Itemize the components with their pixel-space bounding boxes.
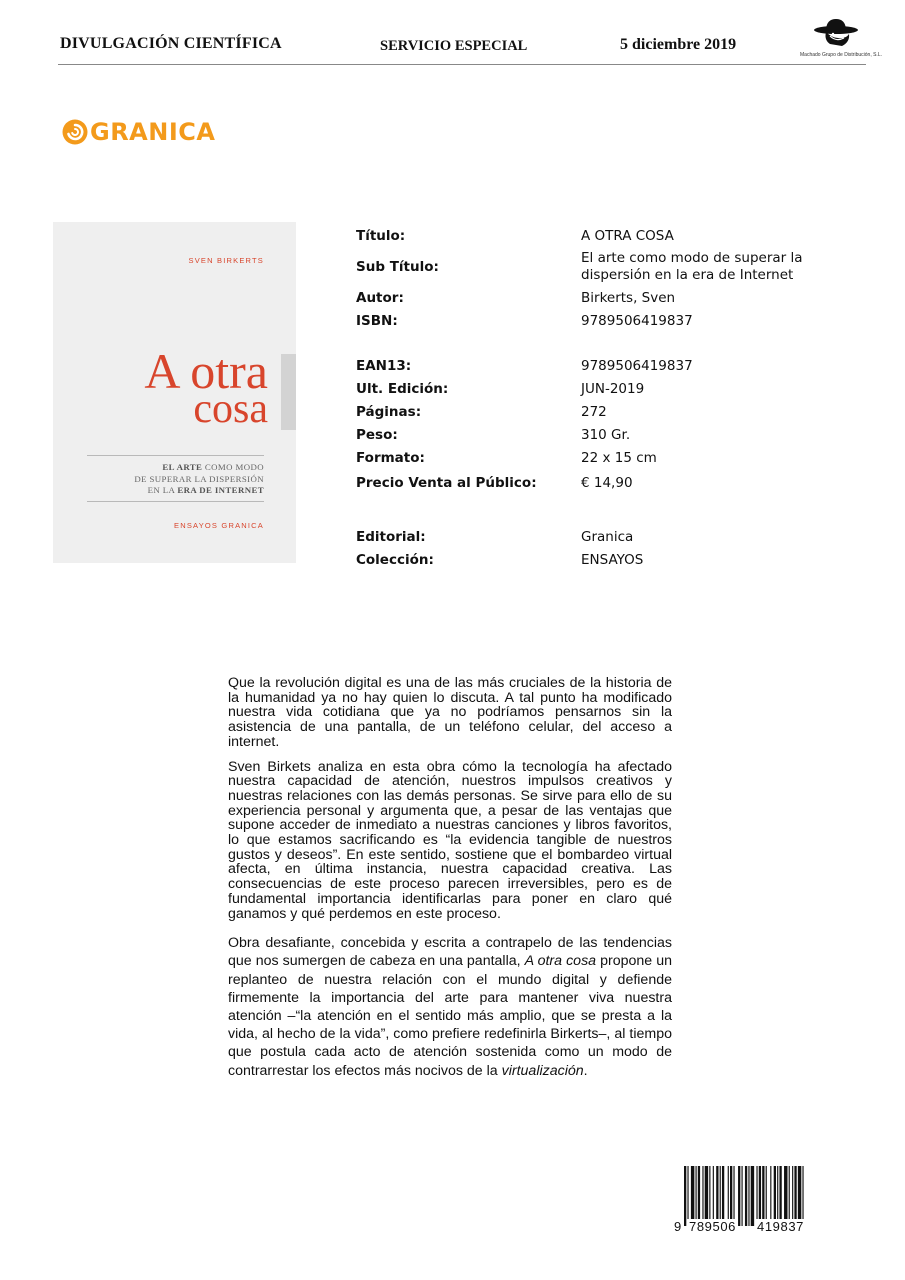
granica-swirl-logo-icon [62,119,88,145]
book-description [228,676,672,1080]
info-label: Título: [356,228,406,244]
ean-barcode [670,1166,820,1238]
cover-accent-bar [281,354,296,430]
barcode-digits [670,1219,820,1235]
page-header [0,0,905,70]
info-label: Ult. Edición: [356,381,449,397]
info-label: Editorial: [356,529,426,545]
info-value: 310 Gr. [581,427,631,443]
publisher-logo-text: GRANICA [90,118,216,146]
cover-collection: ENSAYOS GRANICA [174,521,264,530]
cover-title-line2: cosa [193,386,268,432]
header-divider [58,64,866,65]
info-value: 9789506419837 [581,313,693,329]
cover-title-line1: A otra [144,343,268,399]
info-value: El arte como modo de superar la dispersión en la era de Internet [581,250,803,283]
description-paragraph: Obra desafiante, concebida y escrita a contrapelo de las tendencias que nos sumergen de cabeza en una pantalla, A otra cosa propone un replanteo de nuestra relación con el mundo digital y defiende firmemente la importancia del arte para mantener viva nuestra atención –“la atención en el sentido más amplio, que se presta a la vida, al hecho de la vida”, como prefiere redefinirla Birkerts–, al tiempo que postula cada acto de atención sostenida como un modo de contrarrestar los efectos más nocivos de la virtualización. [228,935,672,1079]
info-value: ENSAYOS [581,552,644,568]
info-label: Páginas: [356,404,422,420]
info-value: JUN-2019 [581,381,645,397]
section-label: DIVULGACIÓN CIENTÍFICA [60,35,282,52]
cover-divider-top [87,455,264,456]
info-value: A OTRA COSA [581,228,674,244]
info-label: Sub Título: [356,259,439,275]
service-label: SERVICIO ESPECIAL [380,38,528,54]
barcode-left-group: 789506 [689,1219,736,1234]
barcode-right-group: 419837 [757,1219,804,1234]
cover-subtitle: EL ARTE COMO MODO DE SUPERAR LA DISPERSIÓN EN LA ERA DE INTERNET [134,462,264,496]
info-label: Precio Venta al Público: [356,475,537,491]
info-value: Granica [581,529,634,545]
info-label: ISBN: [356,313,398,329]
info-label: Formato: [356,450,425,466]
cover-author: SVEN BIRKERTS [188,256,264,265]
info-label: Autor: [356,290,404,306]
info-value: Birkerts, Sven [581,290,676,306]
info-label: EAN13: [356,358,412,374]
info-value: € 14,90 [581,475,633,491]
description-paragraph: Que la revolución digital es una de las más cruciales de la historia de la humanidad ya no hay quien lo discuta. A tal punto ha modificado nuestra vida cotidiana que ya no podríamos pensarnos sin la asistencia de una pantalla, de un teléfono celular, del acceso a internet. [228,675,672,750]
distributor-caption: Machado Grupo de Distribución, S.L. [800,52,882,58]
description-paragraph: Sven Birkets analiza en esta obra cómo la tecnología ha afectado nuestra capacidad de atención, nuestros impulsos creativos y nuestras relaciones con las demás personas. Se sirve para ello de su experiencia personal y argumenta que, a pesar de las ventajas que supone acceder de inmediato a nuestras canciones y libros favoritos, lo que estamos sacrificando es “la evidencia tangible de nuestros gustos y deseos”. En este sentido, sostiene que el bombardeo virtual afecta, en última instancia, nuestra capacidad creativa. Las consecuencias de este proceso parecen irreversibles, pero es de fundamental importancia identificarlas para poner en claro qué ganamos y qué perdemos en este proceso. [228,758,672,922]
cover-divider-bottom [87,501,264,502]
info-value: 22 x 15 cm [581,450,657,466]
publisher-logo [62,116,215,148]
book-cover-image [53,222,296,563]
info-value: 272 [581,404,607,420]
info-label: Colección: [356,552,434,568]
barcode-first-digit: 9 [674,1219,682,1234]
header-date: 5 diciembre 2019 [620,36,737,53]
info-label: Peso: [356,427,398,443]
info-value: 9789506419837 [581,358,693,374]
